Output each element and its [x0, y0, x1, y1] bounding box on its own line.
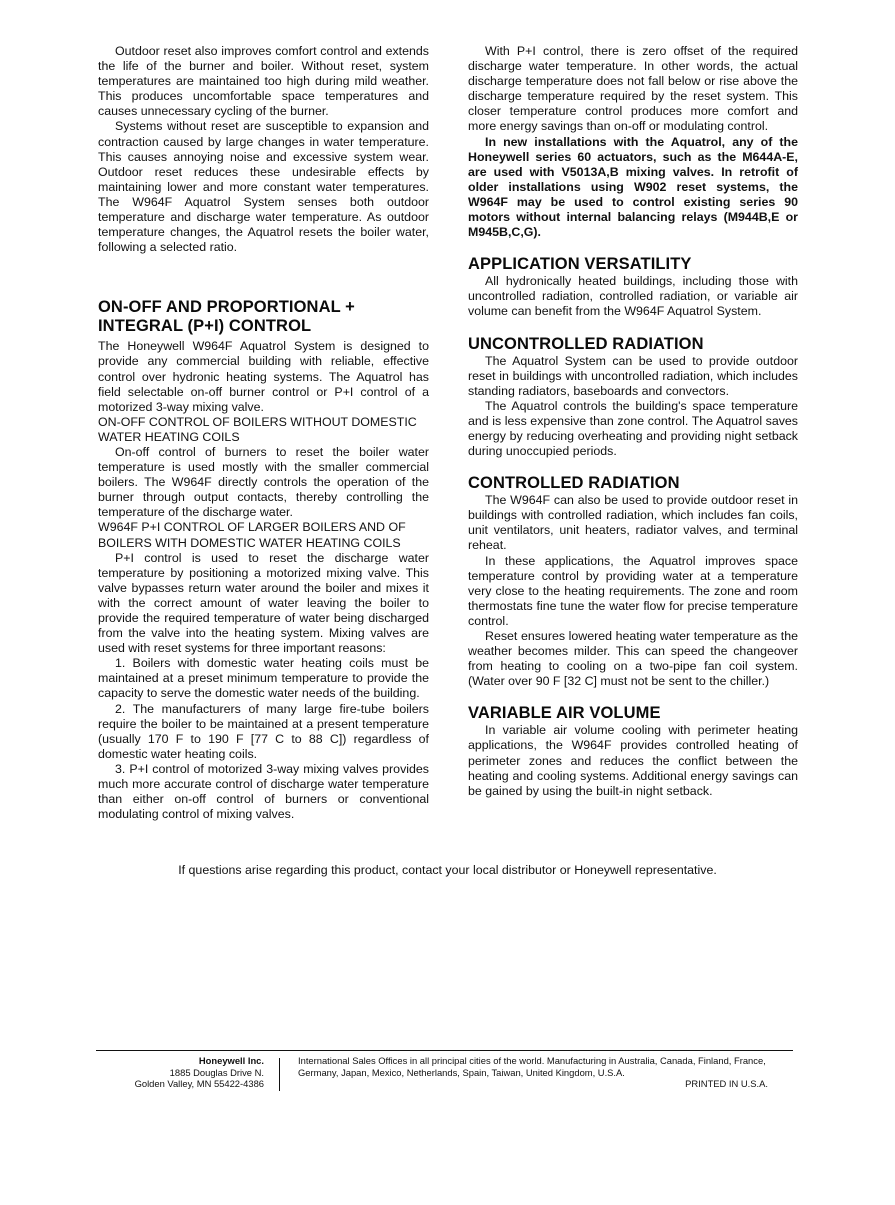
variable-air-volume-paragraph: In variable air volume cooling with perimeter heating applications, the W964F provides controlled heating of perimeter zones and reduces the conflict between the heating and cooling systems. Additional energy savings can be gained by using the built-in night setback. [468, 723, 798, 798]
pi-intro-paragraph: The Honeywell W964F Aquatrol System is designed to provide any commercial building with reliable, effective control over hydronic heating systems. The Aquatrol has field selectable on-off burner control or P+I control of a motorized 3-way mixing valve. [98, 339, 429, 414]
footer-vertical-divider [279, 1058, 280, 1091]
company-street: 1885 Douglas Drive N. [169, 1066, 264, 1078]
reason-item-1: 1. Boilers with domestic water heating coils must be maintained at a preset minimum temperature to provide the capacity to serve the domestic water needs of the building. [98, 656, 429, 701]
uncontrolled-radiation-paragraph-2: The Aquatrol controls the building's space temperature and is less expensive than zone control. The Aquatrol saves energy by reducing overheating and providing night setback during unoccupied periods. [468, 398, 798, 459]
company-name: Honeywell Inc. [198, 1055, 264, 1066]
controlled-radiation-paragraph-2: In these applications, the Aquatrol improves space temperature control by providing water at a temperature very close to the heating requirements. The zone and room thermostats fine tune the water flow for precise temperature control. [468, 553, 798, 628]
section-heading-controlled-radiation: CONTROLLED RADIATION [468, 474, 680, 493]
right-column [468, 44, 798, 799]
pi-control-paragraph: P+I control is used to reset the discharge water temperature by positioning a motorized mixing valve. This valve bypasses return water around the boiler and mixes it with the correct amount of water leaving the boiler to provide the required temperature of water being discharged from the valve into the heating system. Mixing valves are used with reset systems for three important reasons: [98, 550, 429, 656]
controlled-radiation-paragraph-1: The W964F can also be used to provide outdoor reset in buildings with controlled radiation, which includes fan coils, unit ventilators, unit heaters, radiator valves, and terminal reheat. [468, 493, 798, 553]
international-offices-text: International Sales Offices in all principal cities of the world. Manufacturing in Australia, Canada, Finland, France, Germany, Japan, Mexico, Netherlands, Spain, Taiwan, United Kingdom, U.S.A. [298, 1055, 766, 1078]
subheading-on-off-control: ON-OFF CONTROL OF BOILERS WITHOUT DOMESTIC WATER HEATING COILS [98, 414, 417, 444]
intro-paragraph-1: Outdoor reset also improves comfort control and extends the life of the burner and boiler. Without reset, system temperatures are maintained too high during mild weather. This produces uncomfortable space temperatures and causes unnecessary cycling of the burner. [98, 44, 429, 119]
section-heading-application-versatility: APPLICATION VERSATILITY [468, 255, 692, 274]
footer-offices [298, 1055, 768, 1090]
section-heading-pi-control: ON-OFF AND PROPORTIONAL + INTEGRAL (P+I) CONTROL [98, 298, 355, 336]
printed-in-label: PRINTED IN U.S.A. [685, 1078, 768, 1090]
company-city: Golden Valley, MN 55422-4386 [134, 1078, 264, 1090]
subheading-pi-control-larger-boilers: W964F P+I CONTROL OF LARGER BOILERS AND OF BOILERS WITH DOMESTIC WATER HEATING COILS [98, 520, 406, 550]
controlled-radiation-paragraph-3: Reset ensures lowered heating water temperature as the weather becomes milder. This can speed the changeover from heating to cooling on a two-pipe fan coil system. (Water over 90 F [32 C] must not be sent to the chiller.) [468, 629, 798, 689]
section-heading-uncontrolled-radiation: UNCONTROLLED RADIATION [468, 334, 704, 353]
company-address [96, 1055, 264, 1090]
left-column [98, 44, 429, 822]
reason-item-3: 3. P+I control of motorized 3-way mixing valves provides much more accurate control of discharge water temperature than either on-off control of burners or conventional modulating control of mixing valves. [98, 761, 429, 822]
intro-paragraph-2: Systems without reset are susceptible to expansion and contraction caused by large changes in water temperature. This causes annoying noise and excessive system wear. Outdoor reset reduces these undesirable effects by maintaining lower and more constant water temperatures. The W964F Aquatrol System senses both outdoor temperature and discharge water temperature. As outdoor temperature changes, the Aquatrol resets the boiler water, following a selected ratio. [98, 119, 429, 255]
footer-divider [96, 1050, 793, 1051]
application-versatility-paragraph: All hydronically heated buildings, including those with uncontrolled radiation, controlled radiation, or variable air volume can benefit from the W964F Aquatrol System. [468, 274, 798, 319]
contact-line: If questions arise regarding this product, contact your local distributor or Honeywell representative. [178, 863, 717, 877]
section-heading-variable-air-volume: VARIABLE AIR VOLUME [468, 704, 661, 723]
installations-note-paragraph: In new installations with the Aquatrol, any of the Honeywell series 60 actuators, such as the M644A-E, are used with V5013A,B mixing valves. In retrofit of older installations using W902 reset systems, the W964F may be used to control existing series 90 motors without internal balancing relays (M944B,E or M945B,C,G). [468, 134, 798, 240]
uncontrolled-radiation-paragraph-1: The Aquatrol System can be used to provide outdoor reset in buildings with uncontrolled radiation, which includes standing radiators, baseboards and convectors. [468, 353, 798, 398]
on-off-control-paragraph: On-off control of burners to reset the boiler water temperature is used mostly with the smaller commercial boilers. The W964F directly controls the operation of the burner through output contacts, thereby controlling the temperature of the discharge water. [98, 444, 429, 520]
pi-continued-paragraph: With P+I control, there is zero offset of the required discharge water temperature. In other words, the actual discharge temperature does not fall below or rise above the discharge temperature required by the reset system. This closer temperature control produces more comfort and more energy savings than on-off or modulating control. [468, 44, 798, 134]
reason-item-2: 2. The manufacturers of many large fire-tube boilers require the boiler to be maintained at a present temperature (usually 170 F to 190 F [77 C to 88 C]) regardless of domestic water heating coils. [98, 701, 429, 761]
